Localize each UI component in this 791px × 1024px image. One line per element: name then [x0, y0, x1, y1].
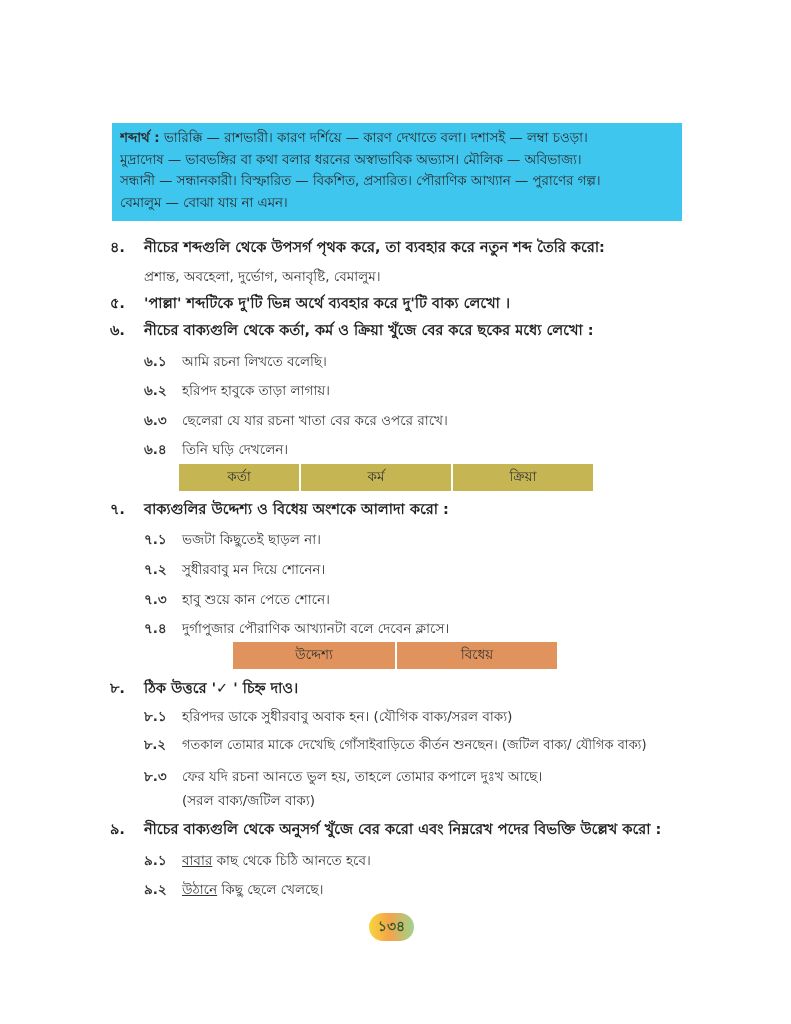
question-8: ৮. ঠিক উত্তরে '✓ ' চিহ্ন দাও। — [110, 681, 299, 697]
table-header-karma: কর্ম — [301, 464, 453, 491]
item-7-4: ৭.৪ দুর্গাপুজার পৌরাণিক আখ্যানটা বলে দেবেন ক্লাসে। — [144, 621, 450, 637]
item-8-3-options: (সরল বাক্য/জটিল বাক্য) — [182, 793, 315, 809]
glossary-line: সন্ধানী — সন্ধানকারী। বিস্ফারিত — বিকশিত, প্রসারিত। পৌরাণিক আখ্যান — পুরাণের গল্প। — [120, 174, 601, 189]
question-5: ৫. 'পাল্লা' শব্দটিকে দু'টি ভিন্ন অর্থে ব্যবহার করে দু'টি বাক্য লেখো । — [110, 296, 511, 312]
glossary-box — [112, 123, 682, 221]
table-header-uddeshya: উদ্দেশ্য — [233, 642, 397, 669]
item-8-3: ৮.৩ ফের যদি রচনা আনতে ভুল হয়, তাহলে তোমার কপালে দুঃখ আছে। — [144, 769, 543, 785]
question-4: ৪. নীচের শব্দগুলি থেকে উপসর্গ পৃথক করে, তা ব্যবহার করে নতুন শব্দ তৈরি করো: — [110, 240, 605, 256]
table-header-bidheya: বিধেয় — [397, 642, 557, 669]
glossary-line: শব্দার্থ : ভারিক্কি — রাশভারী। কারণ দর্শিয়ে — কারণ দেখাতে বলা। দশাসই — লম্বা চওড়া। — [120, 131, 588, 146]
underlined-word: উঠানে — [182, 882, 218, 898]
item-6-4: ৬.৪ তিনি ঘড়ি দেখলেন। — [144, 442, 289, 458]
question-7: ৭. বাক্যগুলির উদ্দেশ্য ও বিধেয় অংশকে আলাদা করো : — [110, 502, 449, 518]
item-8-1: ৮.১ হরিপদর ডাকে সুধীরবাবু অবাক হন। (যৌগিক বাক্য/সরল বাক্য) — [144, 709, 513, 725]
item-9-1: ৯.১ বাবার কাছ থেকে চিঠি আনতে হবে। — [144, 853, 371, 869]
glossary-heading: শব্দার্থ : — [120, 131, 160, 146]
item-7-1: ৭.১ ভজটা কিছুতেই ছাড়ল না। — [144, 532, 321, 548]
item-9-2: ৯.২ উঠানে কিছু ছেলে খেলছে। — [144, 882, 324, 898]
answer-table-7 — [233, 642, 557, 669]
question-4-words: প্রশান্ত, অবহেলা, দুর্ভোগ, অনাবৃষ্টি, বেমালুম। — [144, 269, 381, 285]
item-8-2: ৮.২ গতকাল তোমার মাকে দেখেছি গোঁসাইবাড়িতে কীর্তন শুনছেন। (জটিল বাক্য/ যৌগিক বাক্য) — [144, 738, 647, 753]
item-6-2: ৬.২ হরিপদ হাবুকে তাড়া লাগায়। — [144, 383, 331, 399]
table-header-kriya: ক্রিয়া — [453, 464, 593, 491]
item-7-3: ৭.৩ হাবু শুয়ে কান পেতে শোনে। — [144, 592, 330, 608]
table-header-karta: কর্তা — [179, 464, 301, 491]
page-number: ১৩৪ — [369, 913, 414, 941]
item-6-1: ৬.১ আমি রচনা লিখতে বলেছি। — [144, 354, 327, 370]
underlined-word: বাবার — [182, 853, 213, 869]
item-7-2: ৭.২ সুধীরবাবু মন দিয়ে শোনেন। — [144, 562, 326, 578]
question-6: ৬. নীচের বাক্যগুলি থেকে কর্তা, কর্ম ও ক্রিয়া খুঁজে বের করে ছকের মধ্যে লেখো : — [110, 323, 594, 339]
question-9: ৯. নীচের বাক্যগুলি থেকে অনুসর্গ খুঁজে বের করো এবং নিম্নরেখ পদের বিভক্তি উল্লেখ করো : — [110, 822, 662, 838]
glossary-line: বেমালুম — বোঝা যায় না এমন। — [120, 195, 288, 211]
glossary-line: মুদ্রাদোষ — ভাবভঙ্গির বা কথা বলার ধরনের অস্বাভাবিক অভ্যাস। মৌলিক — অবিভাজ্য। — [120, 152, 582, 168]
answer-table-6 — [179, 464, 593, 491]
item-6-3: ৬.৩ ছেলেরা যে যার রচনা খাতা বের করে ওপরে রাখে। — [144, 413, 448, 429]
